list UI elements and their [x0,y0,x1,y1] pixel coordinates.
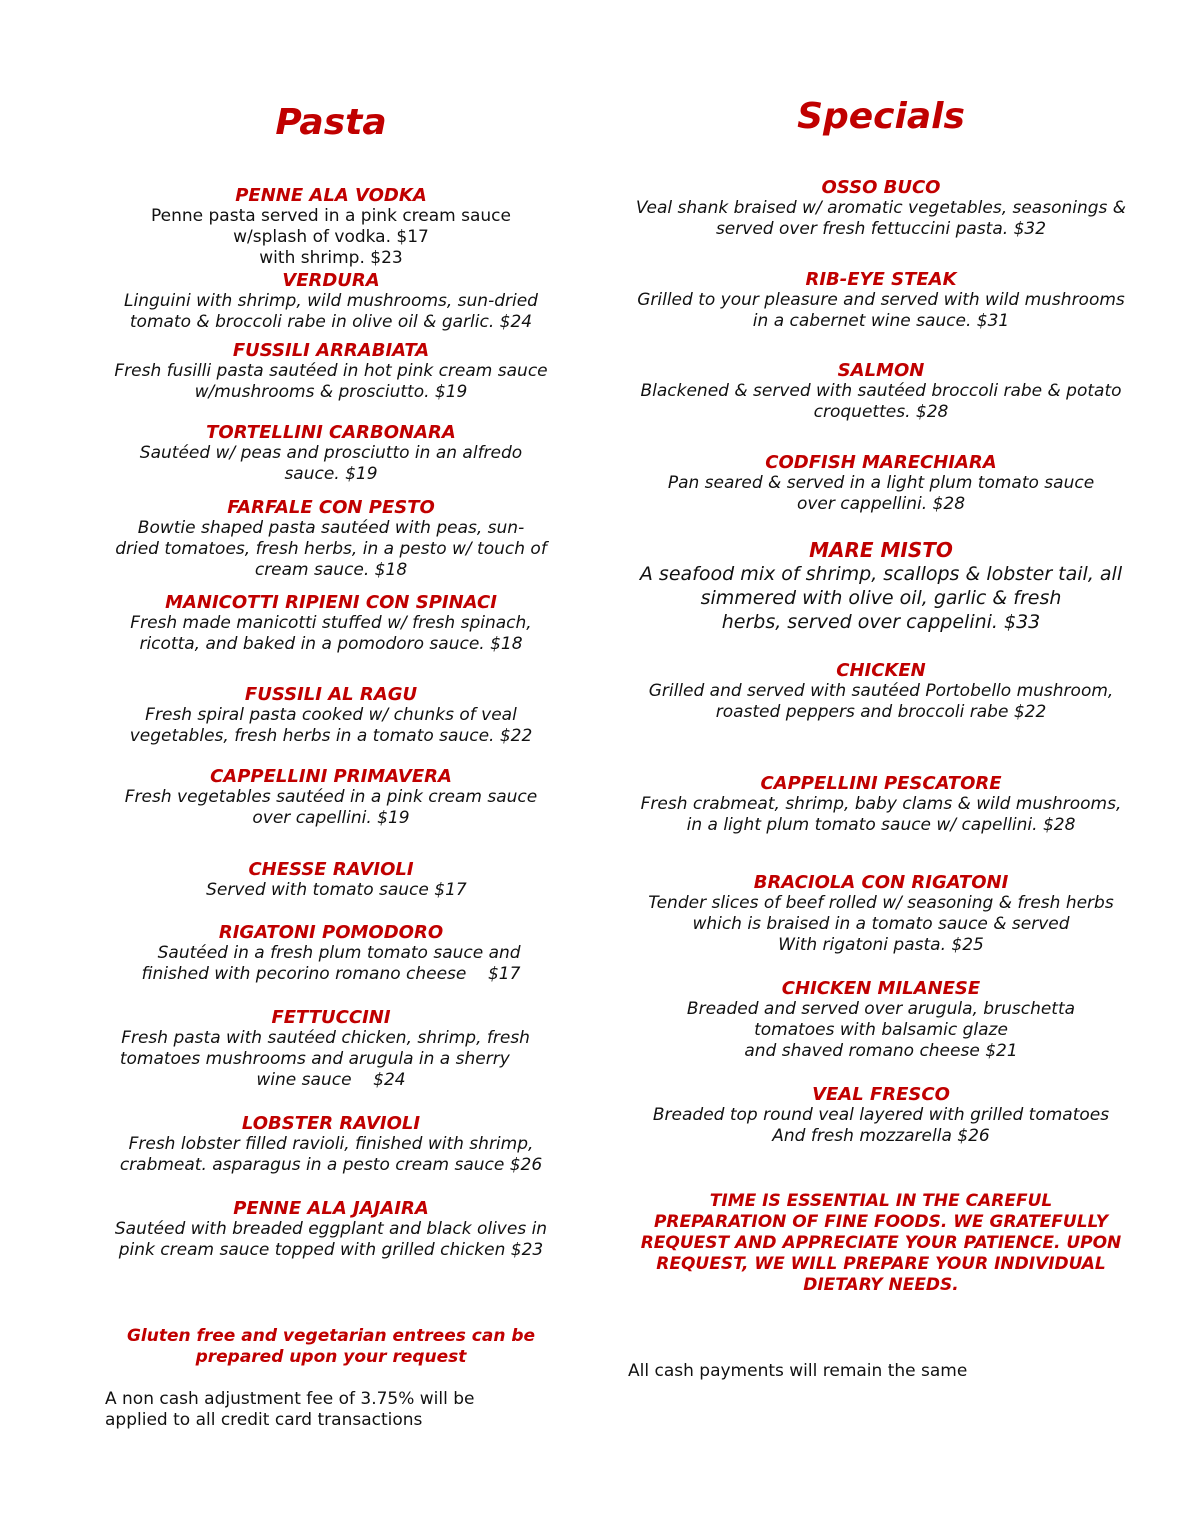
notice-line: REQUEST AND APPRECIATE YOUR PATIENCE. UPON [640,1233,1122,1253]
menu-item-description: in a light plum tomato sauce w/ capellini. $28 [686,815,1076,835]
menu-item-description: pink cream sauce topped with grilled chicken $23 [118,1240,544,1260]
menu-item-description: With rigatoni pasta. $25 [778,935,984,955]
menu-item [71,270,591,333]
menu-item [71,185,591,269]
menu-item-name: SALMON [837,360,925,381]
menu-item [71,684,591,747]
pasta-title: Pasta [275,102,387,143]
gluten-free-note [61,1326,601,1368]
menu-item-description: Sautéed in a fresh plum tomato sauce and [141,943,521,963]
menu-item-description: in a cabernet wine sauce. $31 [752,311,1010,331]
fee-note [105,1389,475,1431]
menu-item-description: Grilled to your pleasure and served with wild mushrooms [637,290,1125,310]
menu-item-description: Grilled and served with sautéed Portobello mushroom, [648,681,1114,701]
menu-item-description: Breaded and served over arugula, bruschetta [686,999,1076,1019]
menu-item-name: LOBSTER RAVIOLI [241,1113,421,1134]
menu-item-description: Blackened & served with sautéed broccoli rabe & potato [640,381,1122,401]
menu-item-description: ricotta, and baked in a pomodoro sauce. $18 [139,634,523,654]
menu-item-description: over cappellini. $28 [796,494,966,514]
menu-item-name: FETTUCCINI [271,1007,391,1028]
menu-item [621,538,1141,634]
menu-item-description: with shrimp. $23 [259,248,403,268]
cash-note: All cash payments will remain the same [628,1361,968,1381]
menu-item [71,340,591,403]
menu-item-description: tomato & broccoli rabe in olive oil & garlic. $24 [129,312,533,332]
menu-item-description: crabmeat. asparagus in a pesto cream sauce $26 [119,1155,543,1175]
menu-item [71,1113,591,1176]
note-line: A non cash adjustment fee of 3.75% will be [105,1389,475,1409]
menu-item-name: CAPPELLINI PESCATORE [760,773,1002,794]
menu-item-name: FUSSILI ARRABIATA [232,340,430,361]
menu-item-description: tomatoes with balsamic glaze [754,1020,1008,1040]
menu-item-description: A seafood mix of shrimp, scallops & lobster tail, all [639,563,1123,585]
menu-item-name: CAPPELLINI PRIMAVERA [210,766,452,787]
menu-item-description: w/mushrooms & prosciutto. $19 [194,382,468,402]
menu-item-description: croquettes. $28 [813,402,949,422]
menu-item [71,922,591,985]
menu-item-description: Linguini with shrimp, wild mushrooms, sun-dried [124,291,538,311]
menu-item [71,766,591,829]
menu-item-name: RIB-EYE STEAK [805,269,957,290]
menu-item [621,360,1141,423]
menu-item [621,660,1141,723]
menu-item-name: PENNE ALA VODKA [235,185,427,206]
menu-item-description: sauce. $19 [284,464,378,484]
menu-item-description: Bowtie shaped pasta sautéed with peas, sun- [137,518,525,538]
menu-item-description: Fresh made manicotti stuffed w/ fresh spinach, [130,613,532,633]
menu-item-description: Veal shank braised w/ aromatic vegetables, seasonings & [635,198,1127,218]
menu-item [71,592,591,655]
menu-item [621,773,1141,836]
menu-item-name: CODFISH MARECHIARA [765,452,997,473]
menu-item [621,452,1141,515]
menu-item-description: Served with tomato sauce $17 [195,880,467,900]
menu-item-name: CHICKEN MILANESE [781,978,981,999]
note-line: applied to all credit card transactions [105,1410,423,1430]
menu-item-description: Sautéed w/ peas and prosciutto in an alfredo [139,443,523,463]
menu-item-description: Breaded top round veal layered with grilled tomatoes [652,1105,1110,1125]
menu-item-name: MARE MISTO [809,538,953,562]
menu-item-description: Penne pasta served in a pink cream sauce [150,206,511,226]
menu-item-description: and shaved romano cheese $21 [744,1041,1018,1061]
preparation-notice [611,1191,1151,1296]
menu-item-description: Fresh lobster filled ravioli, finished with shrimp, [128,1134,534,1154]
menu-item-name: TORTELLINI CARBONARA [206,422,456,443]
notice-line: DIETARY NEEDS. [803,1275,959,1295]
menu-item-name: CHICKEN [836,660,926,681]
menu-item-name: FARFALE CON PESTO [227,497,435,518]
menu-item-description: Tender slices of beef rolled w/ seasoning & fresh herbs [648,893,1114,913]
menu-item [621,269,1141,332]
menu-item-description: finished with pecorino romano cheese $17 [141,964,521,984]
menu-item-description: which is braised in a tomato sauce & served [692,914,1070,934]
menu-item-description: over capellini. $19 [252,808,410,828]
menu-item-name: VERDURA [282,270,380,291]
menu-item-description: And fresh mozzarella $26 [772,1126,990,1146]
menu-item-description: Fresh crabmeat, shrimp, baby clams & wild mushrooms, [640,794,1122,814]
menu-item-name: BRACIOLA CON RIGATONI [753,872,1009,893]
specials-title: Specials [797,96,965,137]
menu-item-description: cream sauce. $18 [254,560,408,580]
menu-item-description: w/splash of vodka. $17 [233,227,429,247]
notice-line: PREPARATION OF FINE FOODS. WE GRATEFULLY [653,1212,1109,1232]
menu-item [71,1007,591,1091]
menu-item-description: Fresh vegetables sautéed in a pink cream sauce [124,787,538,807]
menu-item [71,1198,591,1261]
menu-item [71,422,591,485]
menu-item-description: vegetables, fresh herbs in a tomato sauce. $22 [129,726,533,746]
menu-item-description: tomatoes mushrooms and arugula in a sherry [119,1049,543,1069]
menu-item [621,978,1141,1062]
menu-item-description: dried tomatoes, fresh herbs, in a pesto w/ touch of [115,539,547,559]
notice-line: TIME IS ESSENTIAL IN THE CAREFUL [709,1191,1053,1211]
menu-item-description: served over fresh fettuccini pasta. $32 [715,219,1047,239]
menu-item [621,872,1141,956]
menu-item-name: RIGATONI POMODORO [218,922,444,943]
menu-item [71,497,591,581]
menu-item-name: OSSO BUCO [821,177,941,198]
menu-item-name: MANICOTTI RIPIENI CON SPINACI [165,592,497,613]
note-line: Gluten free and vegetarian entrees can be [126,1326,536,1346]
menu-item-name: PENNE ALA JAJAIRA [233,1198,429,1219]
menu-item-description: Fresh spiral pasta cooked w/ chunks of veal [145,705,517,725]
menu-item-description: roasted peppers and broccoli rabe $22 [715,702,1047,722]
menu-item-name: VEAL FRESCO [812,1084,950,1105]
menu-item [621,177,1141,240]
note-line: prepared upon your request [195,1347,467,1367]
menu-item-name: CHESSE RAVIOLI [248,859,414,880]
menu-item-description: Fresh pasta with sautéed chicken, shrimp, fresh [121,1028,541,1048]
menu-item-description: Sautéed with breaded eggplant and black olives in [114,1219,548,1239]
menu-item [621,1084,1141,1147]
menu-item-description: herbs, served over cappelini. $33 [721,611,1041,633]
menu-item-description: Pan seared & served in a light plum tomato sauce [667,473,1095,493]
menu-item [71,859,591,901]
menu-item-name: FUSSILI AL RAGU [244,684,418,705]
menu-item-description: Fresh fusilli pasta sautéed in hot pink cream sauce [114,361,548,381]
menu-item-description: simmered with olive oil, garlic & fresh [700,587,1062,609]
menu-item-description: wine sauce $24 [256,1070,406,1090]
notice-line: REQUEST, WE WILL PREPARE YOUR INDIVIDUAL [656,1254,1106,1274]
